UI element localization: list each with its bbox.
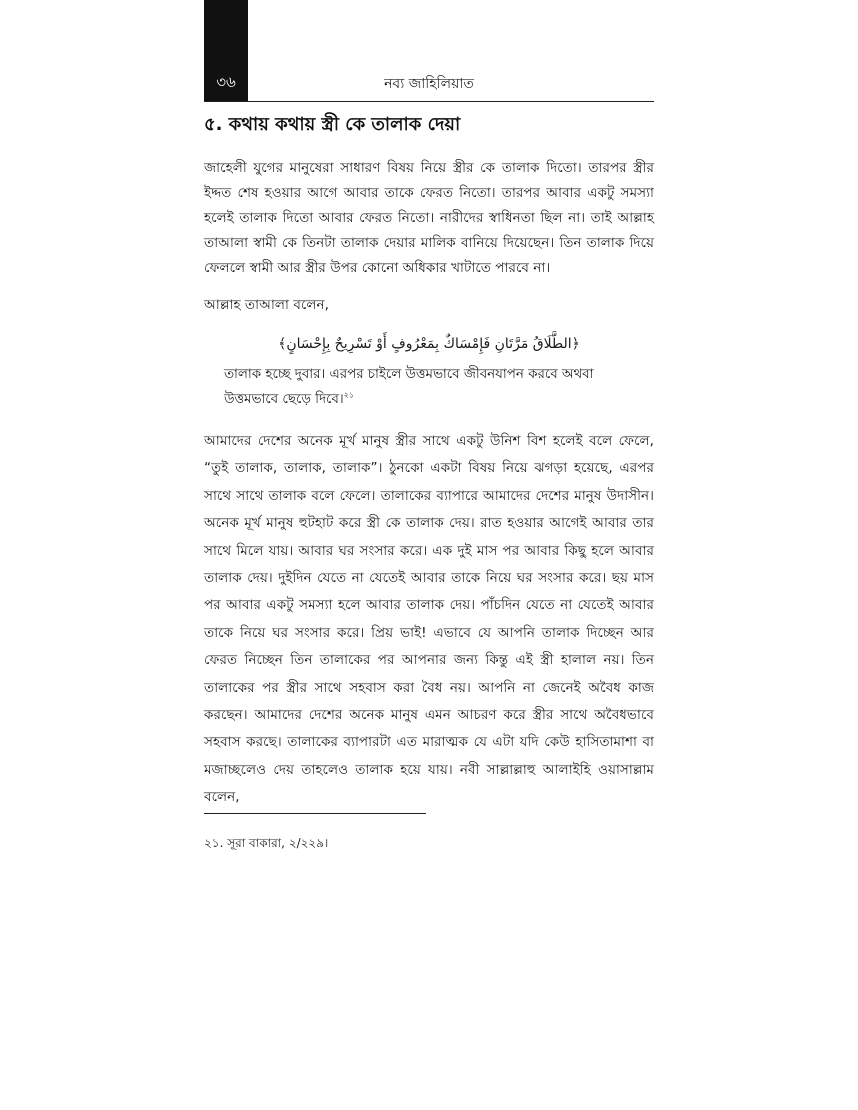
- page-content: [204, 112, 654, 812]
- footnote-marker: ২১: [343, 390, 355, 400]
- verse-translation-text: তালাক হচ্ছে দুবার। এরপর চাইলে উত্তমভাবে জীবনযাপন করবে অথবা উত্তমভাবে ছেড়ে দিবে।: [224, 367, 594, 407]
- footnote: ২১. সূরা বাকারা, ২/২২৯।: [204, 836, 329, 850]
- page-number: ৩৬: [216, 73, 236, 91]
- arabic-verse: ﴿الطَّلَاقُ مَرَّتَانِ فَإِمْسَاكٌ بِمَعْرُوفٍ أَوْ تَسْرِيحٌ بِإِحْسَانٍ﴾: [278, 336, 580, 352]
- footnote-divider: [204, 813, 426, 814]
- header-divider: [204, 101, 654, 102]
- verse-translation: [224, 362, 624, 412]
- body-paragraph: আমাদের দেশের অনেক মূর্খ মানুষ স্ত্রীর সাথে একটু উনিশ বিশ হলেই বলে ফেলে, “তুই তালাক, তালাক, তালাক”। ঠুনকো একটা বিষয় নিয়ে ঝগড়া হয়েছে, এরপর সাথে সাথে তালাক বলে ফেলে। তালাকের ব্যাপারে আমাদের দেশের মানুষ উদাসীন। অনেক মূর্খ মানুষ হুটহাট করে স্ত্রী কে তালাক দেয়। রাত হওয়ার আগেই আবার তার সাথে মিলে যায়। আবার ঘর সংসার করে। এক দুই মাস পর আবার কিছু হলে আবার তালাক দেয়। দুইদিন যেতে না যেতেই আবার তাকে নিয়ে ঘর সংসার করে। ছয় মাস পর আবার একটু সমস্যা হলে আবার তালাক দেয়। পাঁচদিন যেতে না যেতেই আবার তাকে নিয়ে ঘর সংসার করে। প্রিয় ভাই! এভাবে যে আপনি তালাক দিচ্ছেন আর ফেরত নিচ্ছেন তিন তালাকের পর আপনার জন্য কিন্তু এই স্ত্রী হালাল নয়। তিন তালাকের পর স্ত্রীর সাথে সহবাস করা বৈধ নয়। আপনি না জেনেই অবৈধ কাজ করছেন। আমাদের দেশের অনেক মানুষ এমন আচরণ করে স্ত্রীর সাথে অবৈধভাবে সহবাস করছে। তালাকের ব্যাপারটা এত মারাত্মক যে এটা যদি কেউ হাসিতামাশা বা মজাচ্ছলেও দেয় তাহলেও তালাক হয়ে যায়। নবী সাল্লাল্লাহু আলাইহি ওয়াসাল্লাম বলেন,: [204, 433, 654, 806]
- running-title: নব্য জাহিলিয়াত: [384, 76, 474, 92]
- intro-paragraph: জাহেলী যুগের মানুষেরা সাধারণ বিষয় নিয়ে স্ত্রীর কে তালাক দিতো। তারপর স্ত্রীর ইদ্দত শেষ হওয়ার আগে আবার তাকে ফেরত নিতো। তারপর আবার একটু সমস্যা হলেই তালাক দিতো আবার ফেরত নিতো। নারীদের স্বাধিনতা ছিল না। তাই আল্লাহ তাআলা স্বামী কে তিনটা তালাক দেয়ার মালিক বানিয়ে দিয়েছেন। তিন তালাক দিয়ে ফেললে স্বামী আর স্ত্রীর উপর কোনো অধিকার খাটাতে পারবে না।: [204, 160, 654, 276]
- section-title: ৫. কথায় কথায় স্ত্রী কে তালাক দেয়া: [204, 114, 461, 135]
- verse-lead-in: আল্লাহ তাআলা বলেন,: [204, 297, 329, 313]
